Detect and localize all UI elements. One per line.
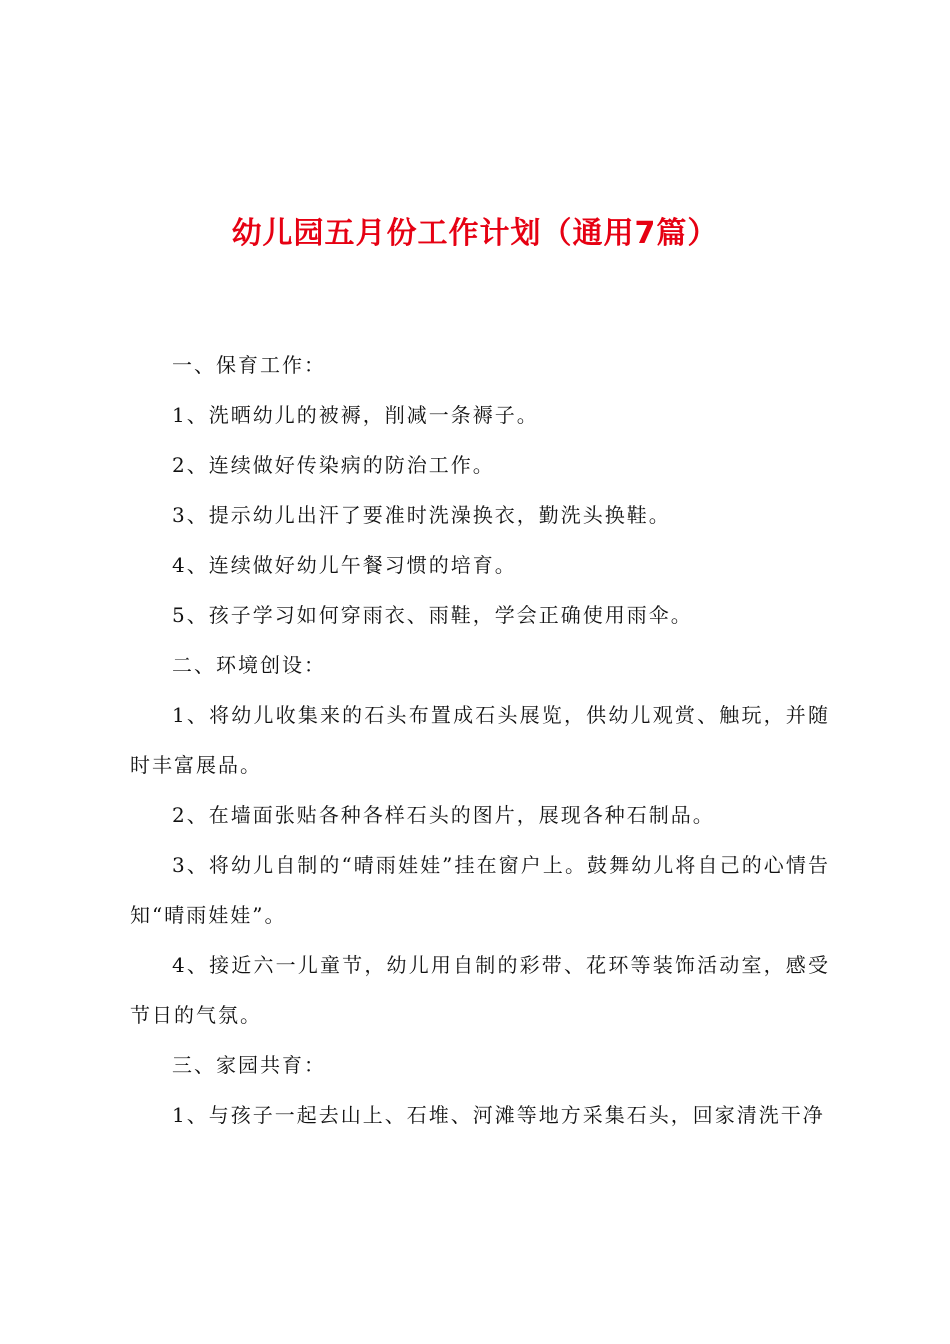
paragraph: 5、孩子学习如何穿雨衣、雨鞋，学会正确使用雨伞。 (172, 603, 693, 627)
paragraph: 4、连续做好幼儿午餐习惯的培育。 (172, 553, 517, 577)
paragraph: 3、将幼儿自制的“晴雨娃娃”挂在窗户上。鼓舞幼儿将自己的心情告知“晴雨娃娃”。 (130, 853, 830, 927)
section-heading-care: 一、保育工作： (172, 353, 326, 377)
paragraph: 1、将幼儿收集来的石头布置成石头展览，供幼儿观赏、触玩，并随时丰富展品。 (130, 703, 830, 777)
paragraph: 2、在墙面张贴各种各样石头的图片，展现各种石制品。 (172, 803, 715, 827)
paragraph: 3、提示幼儿出汗了要准时洗澡换衣，勤洗头换鞋。 (172, 503, 671, 527)
paragraph: 2、连续做好传染病的防治工作。 (172, 453, 495, 477)
document-title: 幼儿园五月份工作计划（通用7篇） (231, 216, 719, 251)
document-body (130, 340, 830, 1140)
paragraph: 1、洗晒幼儿的被褥，削减一条褥子。 (172, 403, 539, 427)
section-heading-environment: 二、环境创设： (172, 653, 326, 677)
paragraph: 1、与孩子一起去山上、石堆、河滩等地方采集石头，回家清洗干净 (172, 1103, 825, 1127)
paragraph: 4、接近六一儿童节，幼儿用自制的彩带、花环等装饰活动室，感受节日的气氛。 (130, 953, 830, 1027)
section-heading-home-school: 三、家园共育： (172, 1053, 326, 1077)
